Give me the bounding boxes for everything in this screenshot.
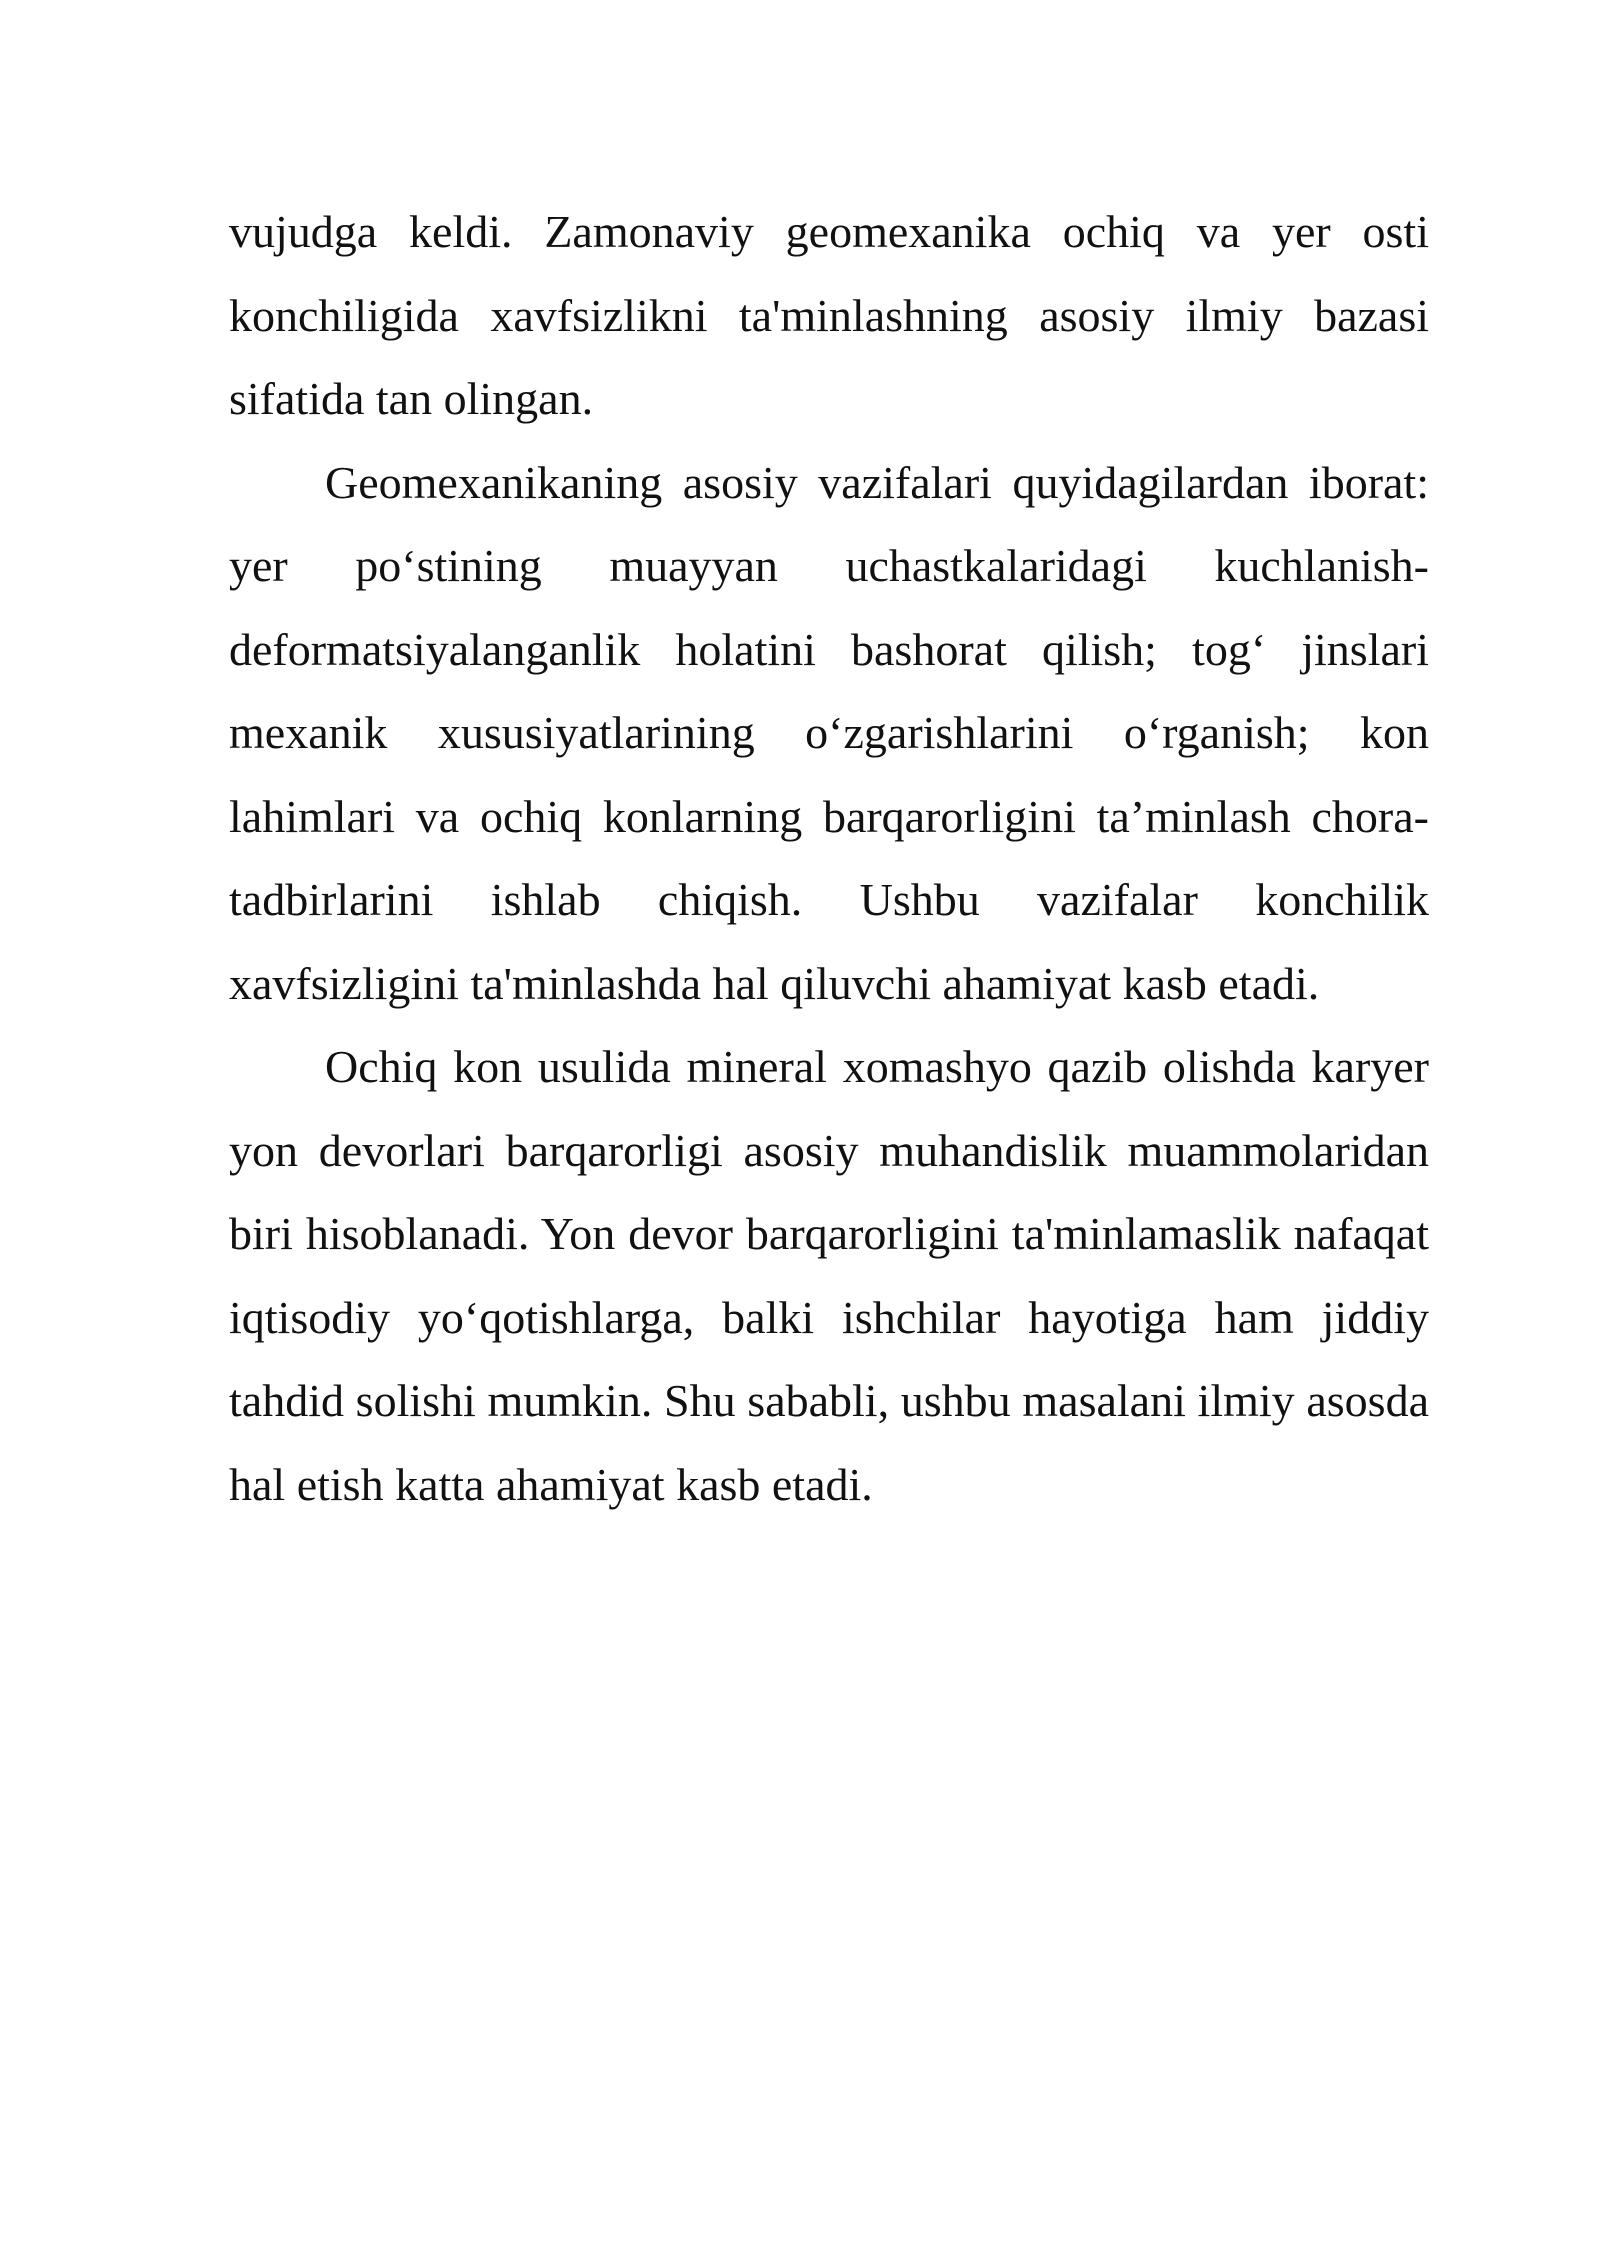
paragraph-geomechanics-tasks: Geomexanikaning asosiy vazifalari quyidagilardan iborat: yer po‘stining muayyan uchastkalaridagi kuchlanish-deformatsiyalanganlik holatini bashorat qilish; tog‘ jinslari mexanik xususiyatlarining o‘zgarishlarini o‘rganish; kon lahimlari va ochiq konlarning barqarorligini ta’minlash chora-tadbirlarini ishlab chiqish. Ushbu vazifalar konchilik xavfsizligini ta'minlashda hal qiluvchi ahamiyat kasb etadi.	[229, 456, 1429, 1009]
paragraph-continuation: vujudga keldi. Zamonaviy geomexanika ochiq va yer osti konchiligida xavfsizlikni ta'minlashning asosiy ilmiy bazasi sifatida tan olingan.	[229, 206, 1429, 424]
paragraph-open-pit-stability: Ochiq kon usulida mineral xomashyo qazib olishda karyer yon devorlari barqarorligi asosiy muhandislik muammolaridan biri hisoblanadi. Yon devor barqarorligini ta'minlamaslik nafaqat iqtisodiy yo‘qotishlarga, balki ishchilar hayotiga ham jiddiy tahdid solishi mumkin. Shu sababli, ushbu masalani ilmiy asosda hal etish katta ahamiyat kasb etadi.	[229, 1041, 1429, 1510]
body-text	[229, 190, 1429, 1526]
